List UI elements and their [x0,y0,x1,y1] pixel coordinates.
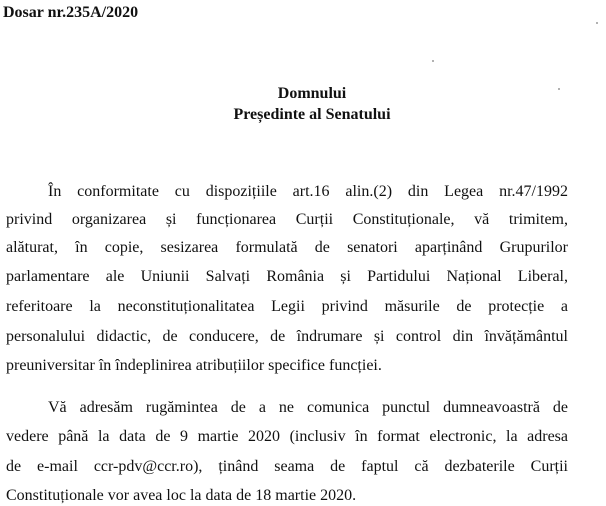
paragraph-2-line: vedere până la data de 9 martie 2020 (inclusiv în format electronic, la adresa [6,428,568,445]
paragraph-1-line: referitoare la neconstituționalitatea Legii privind măsurile de protecție a [6,298,568,315]
paragraph-1-line: alăturat, în copie, sesizarea formulată de senatori aparținând Grupurilor [6,239,568,256]
file-number: Dosar nr.235A/2020 [3,4,139,21]
addressee-title: Președinte al Senatului [233,106,391,123]
paragraph-1-line: În conformitate cu dispozițiile art.16 alin.(2) din Legea nr.47/1992 [48,183,568,200]
addressee-salutation: Domnului [277,85,347,102]
paragraph-1-line: parlamentare ale Uniunii Salvați România și Partidului Național Liberal, [6,268,568,285]
paragraph-2-line: Constituționale vor avea loc la data de 18 martie 2020. [6,487,357,504]
paragraph-1-line: personalului didactic, de conducere, de îndrumare și control din învățământul [6,328,568,345]
paragraph-1-line: preuniversitar în îndeplinirea atribuțiilor specifice funcției. [6,357,382,374]
paragraph-1-line: privind organizarea și funcționarea Curții Constituționale, vă trimitem, [6,211,568,228]
paragraph-2-line: Vă adresăm rugămintea de a ne comunica punctul dumneavoastră de [48,399,568,416]
scan-speck [432,60,434,62]
scan-speck [596,22,598,24]
paragraph-2-line: de e-mail ccr-pdv@ccr.ro), ținând seama de faptul că dezbaterile Curții [6,458,568,475]
